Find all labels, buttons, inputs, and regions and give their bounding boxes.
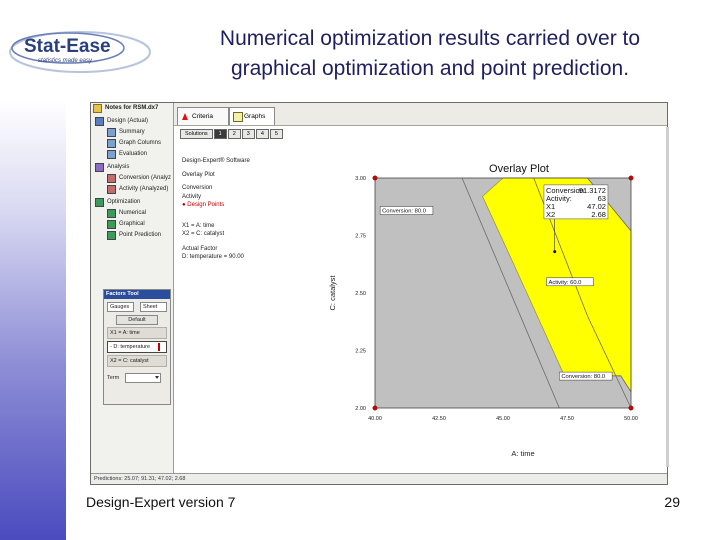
status-bar: Predictions: 25.07; 91.31; 47.02; 2.68 [91, 473, 667, 484]
contour-label: Conversion: 80.0 [561, 374, 606, 381]
tab-graphs-label: Graphs [244, 113, 266, 120]
tree-item-graph-columns[interactable] [91, 138, 173, 149]
notes-icon [93, 104, 102, 113]
factor-row-temperature[interactable] [107, 341, 167, 353]
tree-item-graphical[interactable] [91, 219, 173, 230]
design-point [373, 406, 377, 410]
contour-label: Conversion: 80.0 [382, 208, 426, 215]
x-tick-label: 42.50 [432, 416, 446, 422]
tree-item-activity-analyzed[interactable] [91, 184, 173, 195]
tree-item-label: Evaluation [119, 151, 148, 157]
sheet-button[interactable]: Sheet [140, 302, 167, 312]
summary-icon [107, 128, 116, 137]
legend-line-activity: Activity [182, 193, 202, 200]
legend-design-points: ● Design Points [182, 202, 225, 208]
design-icon [95, 117, 104, 126]
chevron-down-icon [155, 376, 159, 379]
prediction-value: 63 [597, 193, 606, 203]
tree-item-point-prediction[interactable] [91, 230, 173, 241]
solutions-label: Solutions [180, 129, 213, 139]
graphical-icon [107, 220, 116, 229]
prediction-label: X1 [545, 201, 556, 211]
factor-row-x1[interactable]: X1 = A: time [107, 327, 167, 339]
default-button[interactable]: Default [116, 315, 158, 325]
tree-item-design-actual[interactable] [91, 116, 173, 127]
legend-actual-factor: D: temperature = 90.00 [182, 254, 244, 260]
design-expert-window [90, 102, 668, 485]
tree-item-label: Graph Columns [119, 140, 162, 146]
x-tick-label: 40.00 [368, 416, 382, 422]
optimization-icon [95, 198, 104, 207]
graph-pane [174, 103, 667, 474]
prediction-value: 2.68 [591, 209, 606, 219]
x-tick-label: 47.50 [560, 416, 574, 422]
y-axis-label: C: catalyst [328, 275, 337, 311]
slide-title [160, 24, 700, 84]
tree-item-evaluation[interactable] [91, 149, 173, 160]
y-tick-label: 2.25 [355, 348, 366, 355]
window-title [91, 103, 173, 114]
x-tick-label: 45.00 [496, 416, 510, 422]
legend-actual-factor-header: Actual Factor [182, 245, 218, 252]
prediction-label: Activity: [545, 193, 572, 203]
analysis-node-icon [107, 185, 116, 194]
term-selector[interactable] [107, 373, 167, 383]
analysis-node-icon [107, 174, 116, 183]
design-point [373, 176, 377, 180]
window-right-edge [666, 127, 669, 467]
tree-item-label: Design (Actual) [107, 118, 149, 124]
design-point [629, 176, 633, 180]
graph-columns-icon [107, 139, 116, 148]
tab-criteria-label: Criteria [192, 113, 213, 120]
term-label: Term [107, 375, 120, 381]
prediction-value: 47.02 [587, 201, 606, 211]
factors-tool-header: Factors Tool [104, 290, 170, 299]
tree-item-label: Optimization [107, 199, 141, 205]
factors-tool-panel[interactable] [103, 289, 171, 405]
overlay-plot [174, 103, 667, 474]
window-title-label: Notes for RSM.dx7 [105, 105, 159, 111]
tree-item-label: Conversion (Analyz [119, 175, 172, 181]
tree-item-summary[interactable] [91, 127, 173, 138]
solution-tab-5[interactable]: 5 [270, 129, 283, 139]
y-tick-label: 2.50 [355, 291, 366, 297]
solution-tab-4[interactable]: 4 [256, 129, 269, 139]
legend-plot-name: Overlay Plot [182, 171, 215, 178]
footer-version: Design-Expert version 7 [86, 494, 236, 510]
logo-name: Stat-Ease [24, 36, 111, 57]
logo-tagline: statistics made easy [38, 58, 93, 64]
tree-item-optimization[interactable] [91, 197, 173, 208]
x-tick-label: 50.00 [624, 416, 638, 422]
slide-title-line1: Numerical optimization results carried over to [219, 27, 641, 50]
prediction-label: Conversion: [545, 185, 586, 195]
stat-ease-logo [8, 26, 158, 74]
factor-row-temperature-label: - D: temperature [110, 344, 151, 350]
point-prediction-icon [107, 231, 116, 240]
solution-tab-2[interactable]: 2 [228, 129, 241, 139]
design-point [629, 406, 633, 410]
slide-title-line2: graphical optimization and point prediction. [230, 57, 630, 80]
chart-title: Overlay Plot [489, 163, 549, 175]
y-tick-label: 2.75 [355, 233, 366, 240]
evaluation-icon [107, 150, 116, 159]
legend-x2: X2 = C: catalyst [182, 231, 225, 237]
navigation-tree [91, 103, 174, 474]
factor-slider-icon[interactable] [158, 343, 160, 351]
tree-item-label: Analysis [107, 164, 130, 170]
tree-item-label: Graphical [119, 221, 145, 227]
legend-x1: X1 = A: time [182, 222, 215, 229]
y-tick-label: 3.00 [355, 176, 366, 182]
tree-item-label: Summary [119, 129, 145, 135]
factor-row-x2[interactable]: X2 = C: catalyst [107, 355, 167, 367]
numerical-icon [107, 209, 116, 218]
tree-item-numerical[interactable] [91, 208, 173, 219]
gauges-button[interactable]: Gauges [107, 302, 134, 312]
legend-software: Design-Expert® Software [182, 158, 250, 164]
tree-item-analysis[interactable] [91, 162, 173, 173]
prediction-point [553, 250, 556, 253]
prediction-label: X2 [545, 209, 556, 219]
slide-side-gradient [0, 100, 66, 540]
x-axis-label: A: time [511, 449, 535, 458]
contour-label: Activity: 60.0 [548, 279, 582, 286]
y-tick-label: 2.00 [355, 406, 366, 412]
solution-tab-1[interactable]: 1 [214, 129, 227, 139]
page-number: 29 [664, 494, 680, 510]
prediction-value: 91.3172 [578, 185, 606, 195]
tree-item-conversion-analyz[interactable] [91, 173, 173, 184]
legend-line-conversion: Conversion [182, 185, 213, 191]
tree-item-label: Activity (Analyzed) [119, 186, 169, 192]
tree-item-label: Numerical [119, 210, 147, 216]
analysis-icon [95, 163, 104, 172]
tree-item-label: Point Prediction [119, 232, 162, 238]
solution-tab-3[interactable]: 3 [242, 129, 255, 139]
term-dropdown[interactable] [125, 373, 161, 383]
